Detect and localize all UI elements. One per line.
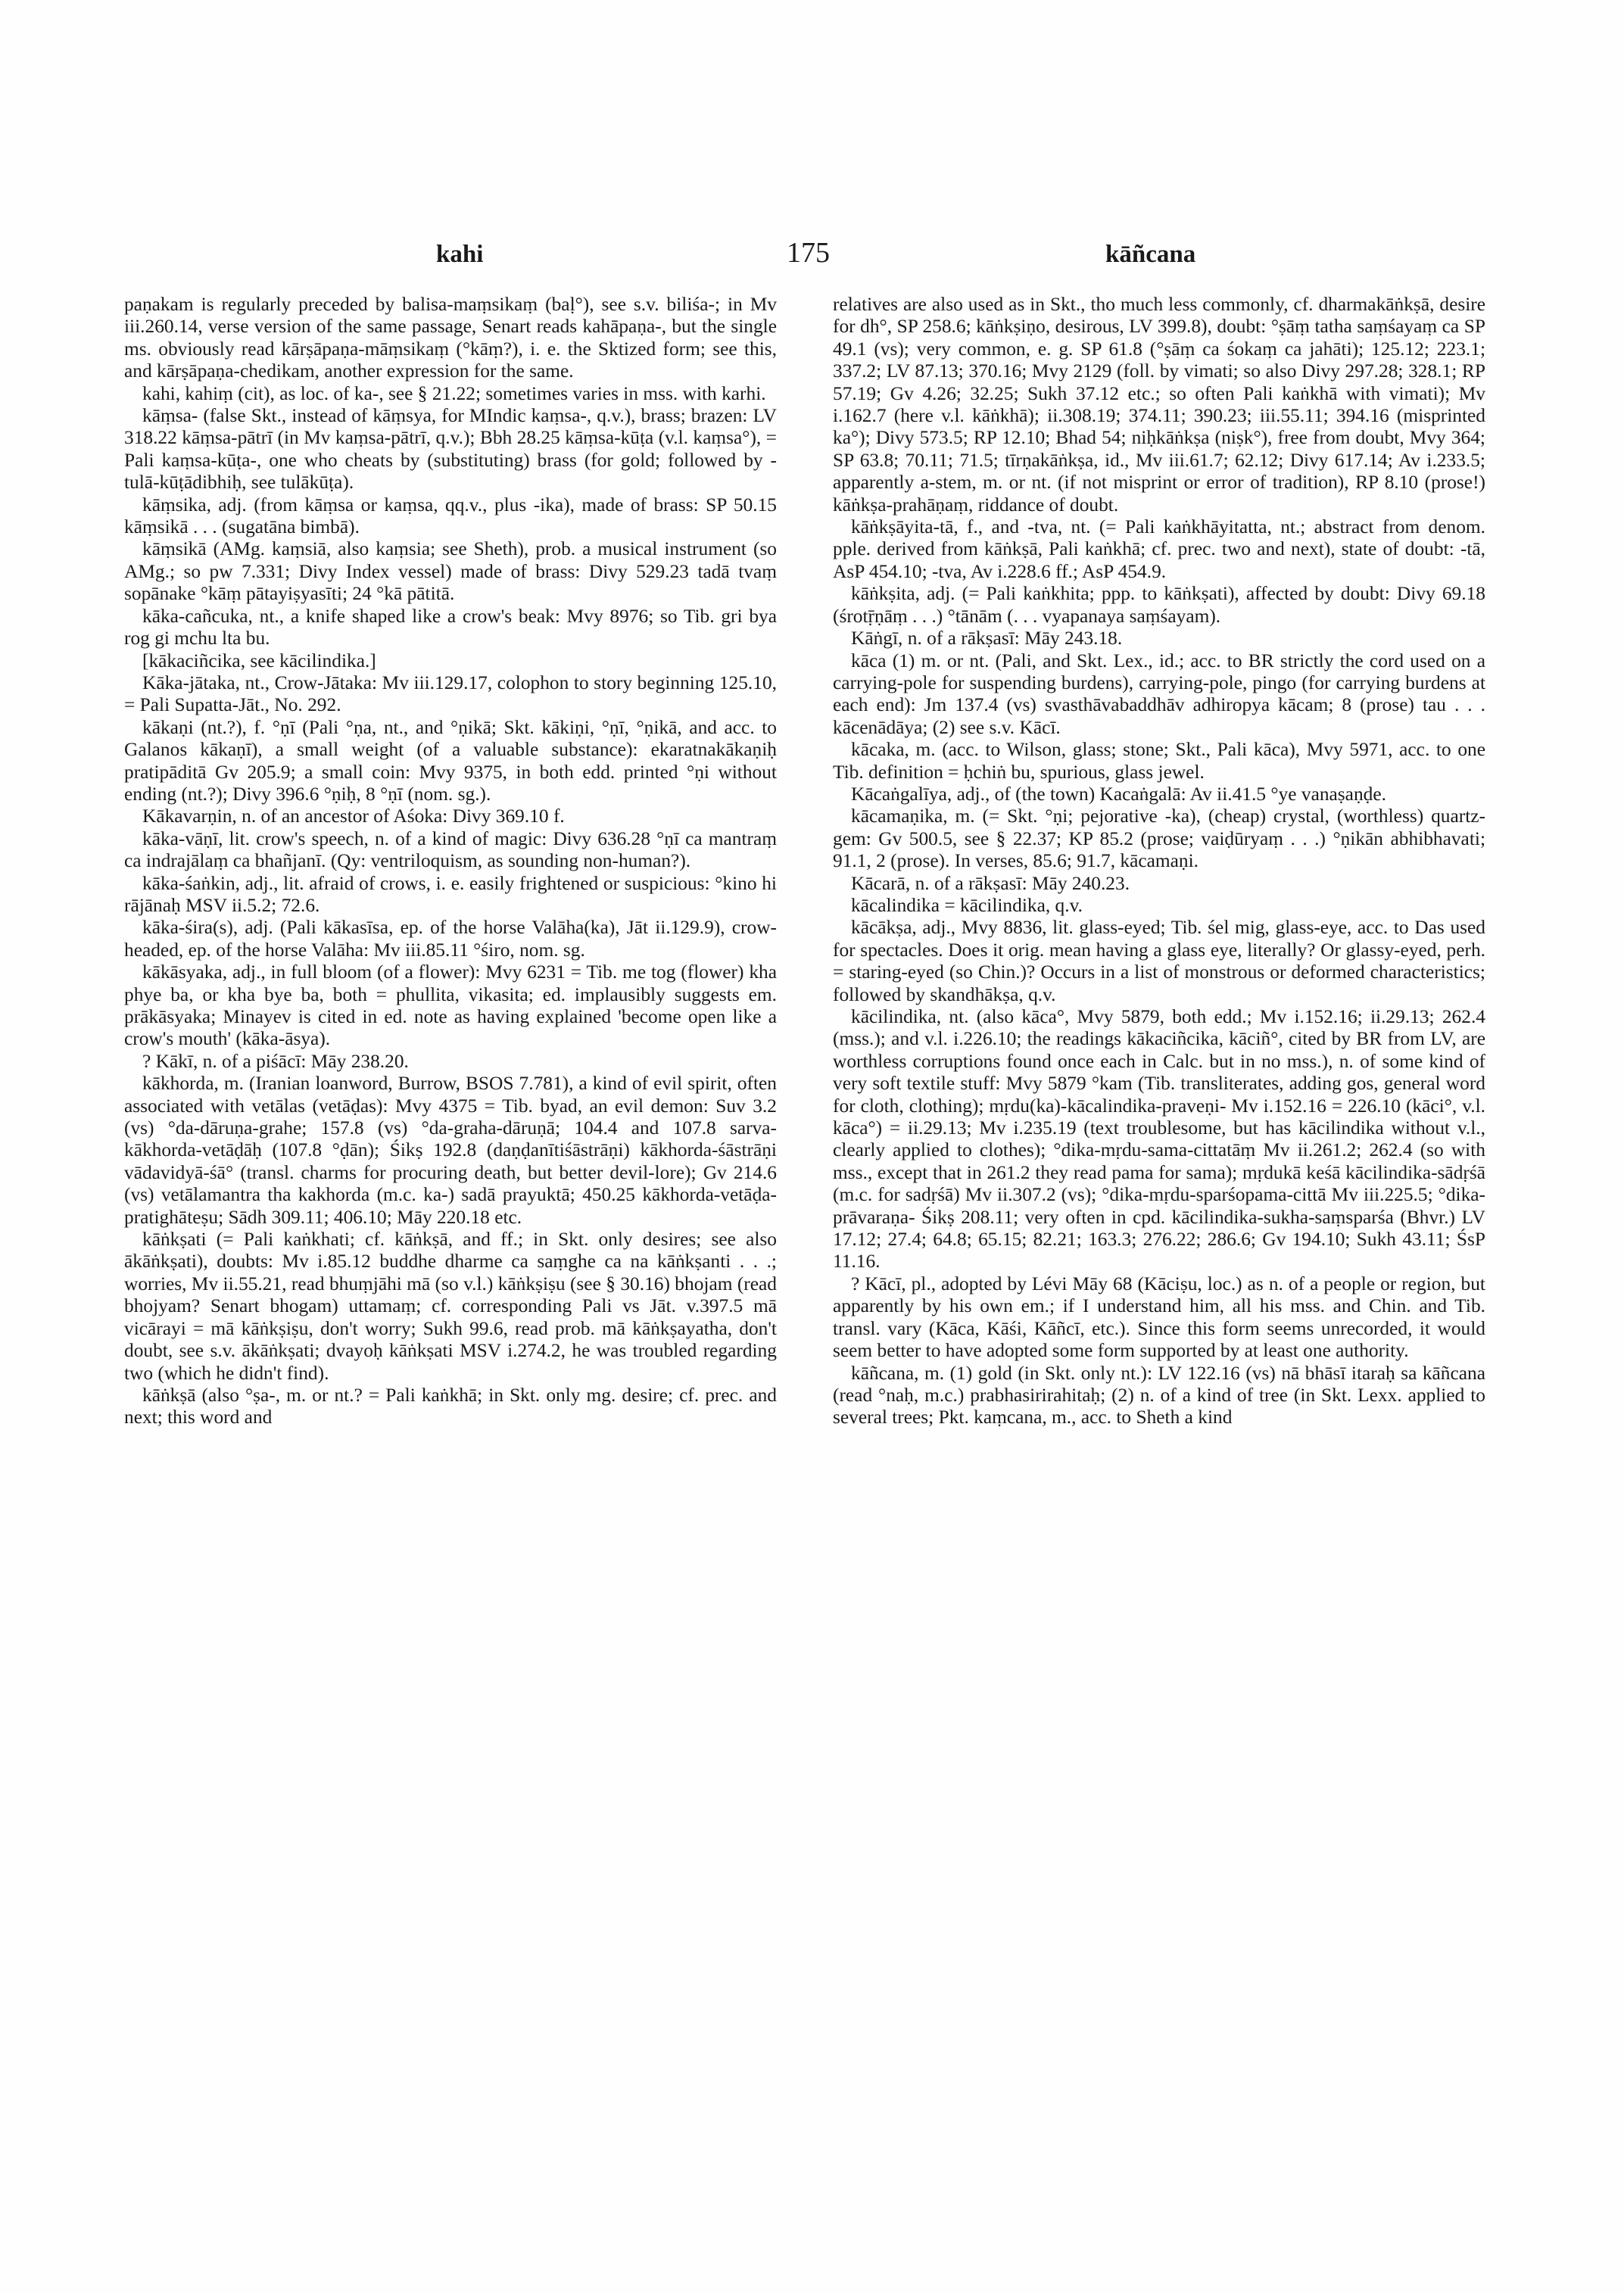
dictionary-entry: kāka-vāṇī, lit. crow's speech, n. of a kind of magic: Divy 636.28 °ṇī ca mantraṃ ca indrajālaṃ ca bhañjanī. (Qy: ventriloquism, as sounding non-human?). xyxy=(124,827,777,872)
dictionary-entry: ? Kācī, pl., adopted by Lévi Māy 68 (Kāciṣu, loc.) as n. of a people or region, but apparently by his own em.; if I understand him, all his mss. and Chin. and Tib. transl. vary (Kāca, Kāśi, Kāñcī, etc.). Since this form seems unrecorded, it would seem better to have adopted some form supported by at least one authority. xyxy=(833,1273,1485,1362)
left-column xyxy=(124,294,777,1429)
dictionary-entry: [kākaciñcika, see kācilindika.] xyxy=(142,650,376,671)
right-column xyxy=(833,294,1485,1429)
dictionary-entry: kākaṇi (nt.?), f. °ṇī (Pali °ṇa, nt., and °ṇikā; Skt. kākiṇi, °ṇī, °ṇikā, and acc. to Galanos kākaṇī), a small weight (of a valuable substance): ekaratnakākaṇiḥ pratipāditā Gv 205.9; a small coin: Mvy 9375, in both edd. printed °ṇi without ending (nt.?); Divy 396.6 °ṇiḥ, 8 °ṇī (nom. sg.). xyxy=(124,716,777,805)
dictionary-entry: kāṅkṣita, adj. (= Pali kaṅkhita; ppp. to kāṅkṣati), affected by doubt: Divy 69.18 (śrotṝṇāṃ . . .) °tānām (. . . vyapanaya saṃśayam). xyxy=(833,583,1485,627)
dictionary-entry: kāka-śira(s), adj. (Pali kākasīsa, ep. of the horse Valāha(ka), Jāt ii.129.9), crow-headed, ep. of the horse Valāha: Mv iii.85.11 °śiro, nom. sg. xyxy=(124,917,777,961)
dictionary-entry: kāca (1) m. or nt. (Pali, and Skt. Lex., id.; acc. to BR strictly the cord used on a carrying-pole for suspending burdens), carrying-pole, pingo (for carrying burdens at each end): Jm 137.4 (vs) svasthāvabaddhāv adhiropya kācam; 8 (prose) tau . . . kācenādāya; (2) see s.v. Kācī. xyxy=(833,650,1485,738)
dictionary-entry: kāṅkṣāyita-tā, f., and -tva, nt. (= Pali kaṅkhāyitatta, nt.; abstract from denom. pple. derived from kāṅkṣā, Pali kaṅkhā; cf. prec. two and next), state of doubt: -tā, AsP 454.10; -tva, Av i.228.6 ff.; AsP 454.9. xyxy=(833,516,1485,582)
dictionary-entry: Kācarā, n. of a rākṣasī: Māy 240.23. xyxy=(851,872,1130,894)
dictionary-entry: kācākṣa, adj., Mvy 8836, lit. glass-eyed; Tib. śel mig, glass-eye, acc. to Das used for spectacles. Does it orig. mean having a glass eye, literally? Or glassy-eyed, perh. = staring-eyed (so Chin.)? Occurs in a list of monstrous or deformed characteristics; followed by skandhākṣa, q.v. xyxy=(833,917,1485,1005)
left-guide-word: kahi xyxy=(436,241,484,268)
dictionary-entry: kāṃsikā (AMg. kaṃsiā, also kaṃsia; see Sheth), prob. a musical instrument (so AMg.; so pw 7.331; Divy Index vessel) made of brass: Divy 529.23 tadā tvaṃ sopānake °kāṃ pātayiṣyasīti; 24 °kā pātitā. xyxy=(124,538,777,605)
dictionary-entry: kācamaṇika, m. (= Skt. °ṇi; pejorative -ka), (cheap) crystal, (worthless) quartz-gem: Gv 500.5, see § 22.37; KP 85.2 (prose; vaiḍūryaṃ . . .) °ṇikān abhibhavati; 91.1, 2 (prose). In verses, 85.6; 91.7, kācamaṇi. xyxy=(833,805,1485,872)
dictionary-entry: kāka-cañcuka, nt., a knife shaped like a crow's beak: Mvy 8976; so Tib. gri bya rog gi mchu lta bu. xyxy=(124,605,777,650)
dictionary-entry: kācaka, m. (acc. to Wilson, glass; stone; Skt., Pali kāca), Mvy 5971, acc. to one Tib. definition = ḥchiṅ bu, spurious, glass jewel. xyxy=(833,739,1485,783)
dictionary-entry: kāka-śaṅkin, adj., lit. afraid of crows, i. e. easily frightened or suspicious: °kino hi rājānaḥ MSV ii.5.2; 72.6. xyxy=(124,872,777,916)
dictionary-entry: kācilindika, nt. (also kāca°, Mvy 5879, both edd.; Mv i.152.16; ii.29.13; 262.4 (mss.); and v.l. i.226.10; the readings kākaciñcika, kāciñ°, cited by BR from LV, are worthless corruptions found once each in Calc. but in no mss.), n. of some kind of very soft textile stuff: Mvy 5879 °kam (Tib. transliterates, adding gos, general word for cloth, clothing); mṛdu(ka)-kācalindika-praveṇi- Mv i.152.16 = 226.10 (kāci°, v.l. kāca°) = ii.29.13; Mv i.235.19 (text troublesome, but has kācilindika without v.l., clearly applied to clothes); °dika-mṛdu-sama-cittatāṃ Mv ii.261.2; 262.4 (so with mss., except that in 261.2 they read pama for sama); mṛdukā keśā kācilindika-sādṛśā (m.c. for sadṛśā) Mv ii.307.2 (vs); °dika-mṛdu-sparśopama-cittā Mv iii.225.5; °dika-prāvaraṇa- Śikṣ 208.11; very often in cpd. kācilindika-sukha-saṃsparśa (Bhvr.) LV 17.12; 27.4; 64.8; 65.15; 82.21; 163.3; 276.22; 286.6; Gv 194.10; Sukh 43.11; ŚsP 11.16. xyxy=(833,1006,1485,1273)
dictionary-entry: kāṃsika, adj. (from kāṃsa or kaṃsa, qq.v., plus -ika), made of brass: SP 50.15 kāṃsikā . . . (sugatāna bimbā). xyxy=(124,494,777,538)
right-guide-word: kāñcana xyxy=(1105,241,1196,268)
dictionary-entry: ? Kākī, n. of a piśācī: Māy 238.20. xyxy=(142,1050,409,1072)
dictionary-entry: relatives are also used as in Skt., tho much less commonly, cf. dharmakāṅkṣā, desire for dh°, SP 258.6; kāṅkṣiṇo, desirous, LV 399.8), doubt: °ṣāṃ tatha saṃśayaṃ ca SP 49.1 (vs); very common, e. g. SP 61.8 (°ṣāṃ ca śokaṃ ca jahāti); 125.12; 223.1; 337.2; LV 87.13; 370.16; Mvy 2129 (foll. by vimati; so also Divy 297.28; 328.1; RP 57.19; Gv 4.26; 32.25; Sukh 37.12 etc.; so often Pali kaṅkhā with vimati); Mv i.162.7 (here v.l. kāṅkhā); ii.308.19; 374.11; 390.23; iii.55.11; 394.16 (misprinted ka°); Divy 573.5; RP 12.10; Bhad 54; niḥkāṅkṣa (niṣk°), free from doubt, Mvy 364; SP 63.8; 70.11; 71.5; tīrṇakāṅkṣa, id., Mv iii.61.7; 62.12; Divy 617.14; Av i.233.5; apparently a-stem, m. or nt. (if not misprint or error of tradition), RP 8.10 (prose!) kāṅkṣa-prahāṇaṃ, riddance of doubt. xyxy=(833,294,1485,516)
dictionary-entry: Kācaṅgalīya, adj., of (the town) Kacaṅgalā: Av ii.41.5 °ye vanaṣaṇḍe. xyxy=(851,783,1386,805)
dictionary-entry: Kākavarṇin, n. of an ancestor of Aśoka: Divy 369.10 f. xyxy=(142,805,565,827)
dictionary-entry: kākāsyaka, adj., in full bloom (of a flower): Mvy 6231 = Tib. me tog (flower) kha phye ba, or kha bye ba, both = phullita, vikasita; ed. implausibly suggests em. prākāsyaka; Minayev is cited in ed. note as having explained 'become open like a crow's mouth' (kāka-āsya). xyxy=(124,961,777,1050)
dictionary-entry: kāñcana, m. (1) gold (in Skt. only nt.): LV 122.16 (vs) nā bhāsī itaraḥ sa kāñcana (read °naḥ, m.c.) prabhasirirahitaḥ; (2) n. of a kind of tree (in Skt. Lexx. applied to several trees; Pkt. kaṃcana, m., acc. to Sheth a kind xyxy=(833,1362,1485,1428)
dictionary-entry: paṇakam is regularly preceded by balisa-maṃsikaṃ (baḷ°), see s.v. biliśa-; in Mv iii.260.14, verse version of the same passage, Senart reads kahāpaṇa-, but the single ms. obviously read kārṣāpaṇa-māṃsikaṃ (°kāṃ?), i. e. the Sktized form; see this, and kārṣāpaṇa-chedikam, another expression for the same. xyxy=(124,294,777,382)
dictionary-entry: kāṅkṣā (also °ṣa-, m. or nt.? = Pali kaṅkhā; in Skt. only mg. desire; cf. prec. and next; this word and xyxy=(124,1384,777,1428)
page-number: 175 xyxy=(787,237,830,269)
dictionary-entry: kahi, kahiṃ (cit), as loc. of ka-, see § 21.22; sometimes varies in mss. with karhi. xyxy=(142,382,766,404)
dictionary-entry: kācalindika = kācilindika, q.v. xyxy=(851,894,1083,916)
dictionary-entry: Kāka-jātaka, nt., Crow-Jātaka: Mv iii.129.17, colophon to story beginning 125.10, = Pali Supatta-Jāt., No. 292. xyxy=(124,671,777,716)
dictionary-entry: kāṃsa- (false Skt., instead of kāṃsya, for MIndic kaṃsa-, q.v.), brass; brazen: LV 318.22 kāṃsa-pātrī (in Mv kaṃsa-pātrī, q.v.); Bbh 28.25 kāṃsa-kūṭa (v.l. kaṃsa°), = Pali kaṃsa-kūṭa-, one who cheats by (substituting) brass (for gold; followed by -tulā-kūṭādibhiḥ, see tulākūṭa). xyxy=(124,405,777,494)
dictionary-entry: Kāṅgī, n. of a rākṣasī: Māy 243.18. xyxy=(851,628,1123,650)
dictionary-entry: kākhorda, m. (Iranian loanword, Burrow, BSOS 7.781), a kind of evil spirit, often associated with vetālas (vetāḍas): Mvy 4375 = Tib. byad, an evil demon: Suv 3.2 (vs) °da-dāruṇa-grahe; 157.8 (vs) °da-graha-dāruṇā; 104.4 and 107.8 sarva-kākhorda-vetāḍāḥ (107.8 °ḍān); Śikṣ 192.8 (daṇḍanītiśāstrāṇi) kākhorda-śāstrāṇi vādavidyā-śā° (transl. charms for procuring death, but better devil-lore); Gv 214.6 (vs) vetālamantra tha kakhorda (m.c. ka-) sadā prayuktā; 450.25 kākhorda-vetāḍa-pratighāteṣu; Sādh 309.11; 406.10; Māy 220.18 etc. xyxy=(124,1073,777,1228)
dictionary-entry: kāṅkṣati (= Pali kaṅkhati; cf. kāṅkṣā, and ff.; in Skt. only desires; see also ākāṅkṣati), doubts: Mv i.85.12 buddhe dharme ca saṃghe ca na kāṅkṣanti . . .; worries, Mv ii.55.21, read bhuṃjāhi mā (so v.l.) kāṅkṣiṣu (see § 30.16) bhojam (read bhojyam? Senart bhogam) uttamaṃ; cf. corresponding Pali vs Jāt. v.397.5 mā vicārayi = mā kāṅkṣiṣu, don't worry; Sukh 99.6, read prob. mā kāṅkṣayatha, don't doubt, see s.v. ākāṅkṣati; dvayoḥ kāṅkṣati MSV i.274.2, he was troubled regarding two (which he didn't find). xyxy=(124,1229,777,1384)
